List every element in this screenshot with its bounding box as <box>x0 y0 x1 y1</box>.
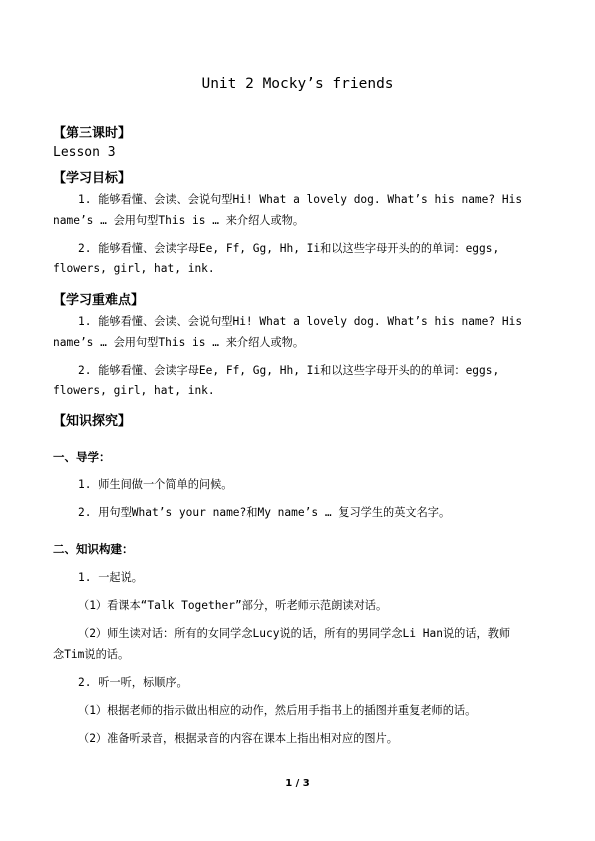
section-2-item-2-sub-2: （2）准备听录音，根据录音的内容在课本上指出相对应的图片。 <box>78 732 398 745</box>
section-1-item-1: 1. 师生间做一个简单的问候。 <box>78 478 233 491</box>
key-point-1-line-2: name’s … 会用句型This is … 来介绍人或物。 <box>53 336 305 349</box>
key-point-1-line-1: 1. 能够看懂、会读、会说句型Hi! What a lovely dog. What’s his name? His <box>78 315 523 328</box>
exploration-heading: 【知识探究】 <box>53 414 132 429</box>
lesson-label: Lesson 3 <box>53 145 116 160</box>
key-point-2-line-1: 2. 能够看懂、会读字母Ee, Ff, Gg, Hh, Ii和以这些字母开头的的单词：eggs, <box>78 364 500 377</box>
section-1-heading: 一、导学： <box>53 450 111 464</box>
section-2-item-1-sub-2-line-1: （2）师生读对话：所有的女同学念Lucy说的话，所有的男同学念Li Han说的话，教师 <box>78 627 511 640</box>
section-2-item-2: 2. 听一听，标顺序。 <box>78 676 188 689</box>
key-point-2-line-2: flowers, girl, hat, ink. <box>53 384 215 397</box>
objective-1-line-2: name’s … 会用句型This is … 来介绍人或物。 <box>53 214 305 227</box>
key-points-heading: 【学习重难点】 <box>53 293 145 308</box>
objectives-heading: 【学习目标】 <box>53 171 132 186</box>
section-2-item-1-sub-1: （1）看课本“Talk Together”部分，听老师示范朗读对话。 <box>78 599 388 612</box>
period-heading: 【第三课时】 <box>53 126 132 141</box>
objective-2-line-2: flowers, girl, hat, ink. <box>53 262 215 275</box>
section-2-item-1-sub-2-line-2: 念Tim说的话。 <box>53 648 130 661</box>
objective-1-line-1: 1. 能够看懂、会读、会说句型Hi! What a lovely dog. What’s his name? His <box>78 193 523 206</box>
objective-2-line-1: 2. 能够看懂、会读字母Ee, Ff, Gg, Hh, Ii和以这些字母开头的的单词：eggs, <box>78 242 500 255</box>
section-2-item-1: 1. 一起说。 <box>78 571 143 584</box>
document-title: Unit 2 Mocky’s friends <box>201 76 394 92</box>
section-2-heading: 二、知识构建： <box>53 542 134 556</box>
section-1-item-2: 2. 用句型What’s your name?和My name’s … 复习学生的英文名字。 <box>78 506 451 519</box>
section-2-item-2-sub-1: （1）根据老师的指示做出相应的动作，然后用手指书上的插图并重复老师的话。 <box>78 704 477 717</box>
page-number: 1 / 3 <box>285 778 310 789</box>
